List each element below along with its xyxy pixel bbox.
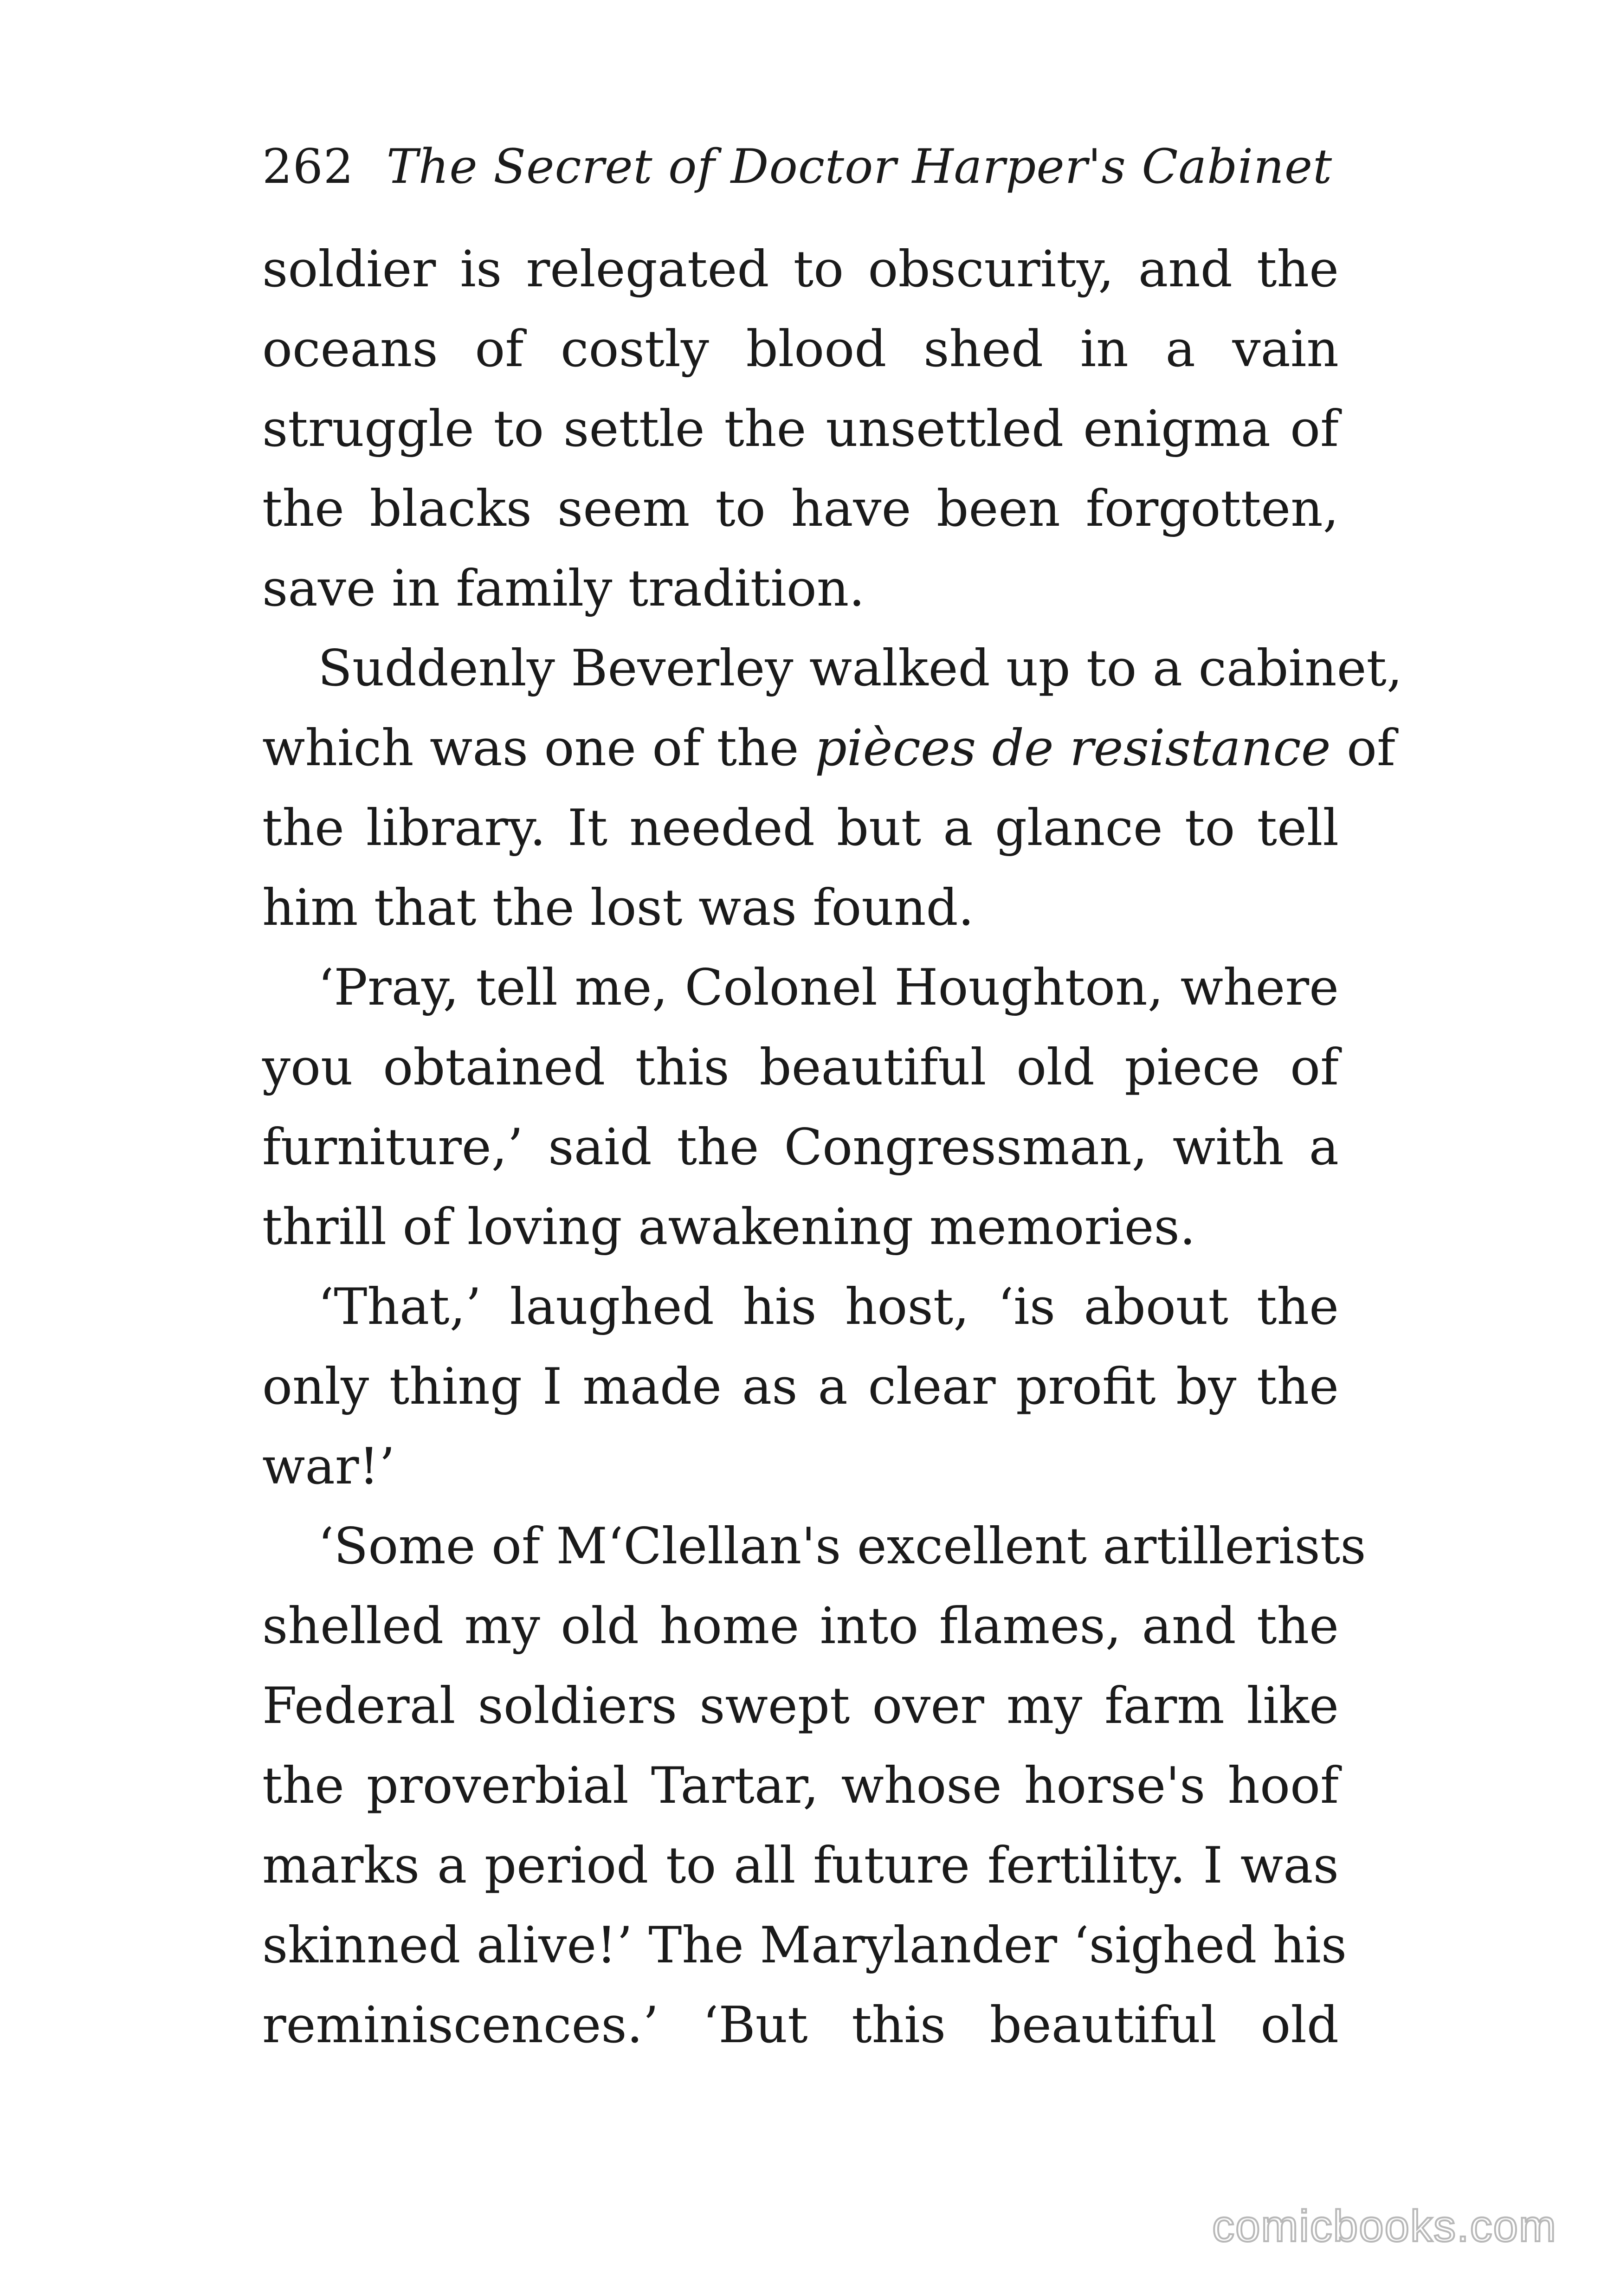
text-fragment: of [1347,719,1396,777]
text-line: Federal soldiers swept over my farm like [262,1677,1339,1735]
text-line: war!’ [262,1438,395,1496]
text-line: the library. It needed but a glance to tell [262,799,1339,857]
text-line: reminiscences.’ ‘But this beautiful old [262,1996,1339,2054]
page-number: 262 [262,139,354,194]
text-line [262,709,1396,788]
text-line: ‘Some of M‘Clellan's excellent artillerists [318,1517,1366,1575]
text-line: oceans of costly blood shed in a vain [262,320,1339,378]
text-line: marks a period to all future fertility. I was [262,1837,1339,1895]
running-head [262,135,1339,200]
text-line: ‘That,’ laughed his host, ‘is about the [318,1278,1339,1336]
text-line: the proverbial Tartar, whose horse's hoof [262,1757,1339,1815]
text-line: only thing I made as a clear profit by the [262,1358,1339,1416]
text-line: thrill of loving awakening memories. [262,1198,1196,1256]
text-line: Suddenly Beverley walked up to a cabinet, [318,639,1403,697]
text-line: shelled my old home into flames, and the [262,1597,1339,1655]
italic-phrase: pièces de resistance [814,719,1331,777]
text-line: skinned alive!’ The Marylander ‘sighed his [262,1916,1347,1974]
body-text [262,230,1403,2065]
text-line: ‘Pray, tell me, Colonel Houghton, where [318,959,1339,1017]
text-fragment: which was one of the [262,719,799,777]
site-watermark: comicbooks.com [1212,2201,1557,2251]
text-line: the blacks seem to have been forgotten, [262,480,1339,538]
text-line: soldier is relegated to obscurity, and the [262,240,1339,298]
text-line: struggle to settle the unsettled enigma of [262,400,1339,458]
text-line: save in family tradition. [262,560,865,618]
text-line: you obtained this beautiful old piece of [262,1038,1339,1096]
running-title: The Secret of Doctor Harper's Cabinet [386,139,1333,194]
text-line: him that the lost was found. [262,879,974,937]
text-line: furniture,’ said the Congressman, with a [262,1118,1339,1176]
